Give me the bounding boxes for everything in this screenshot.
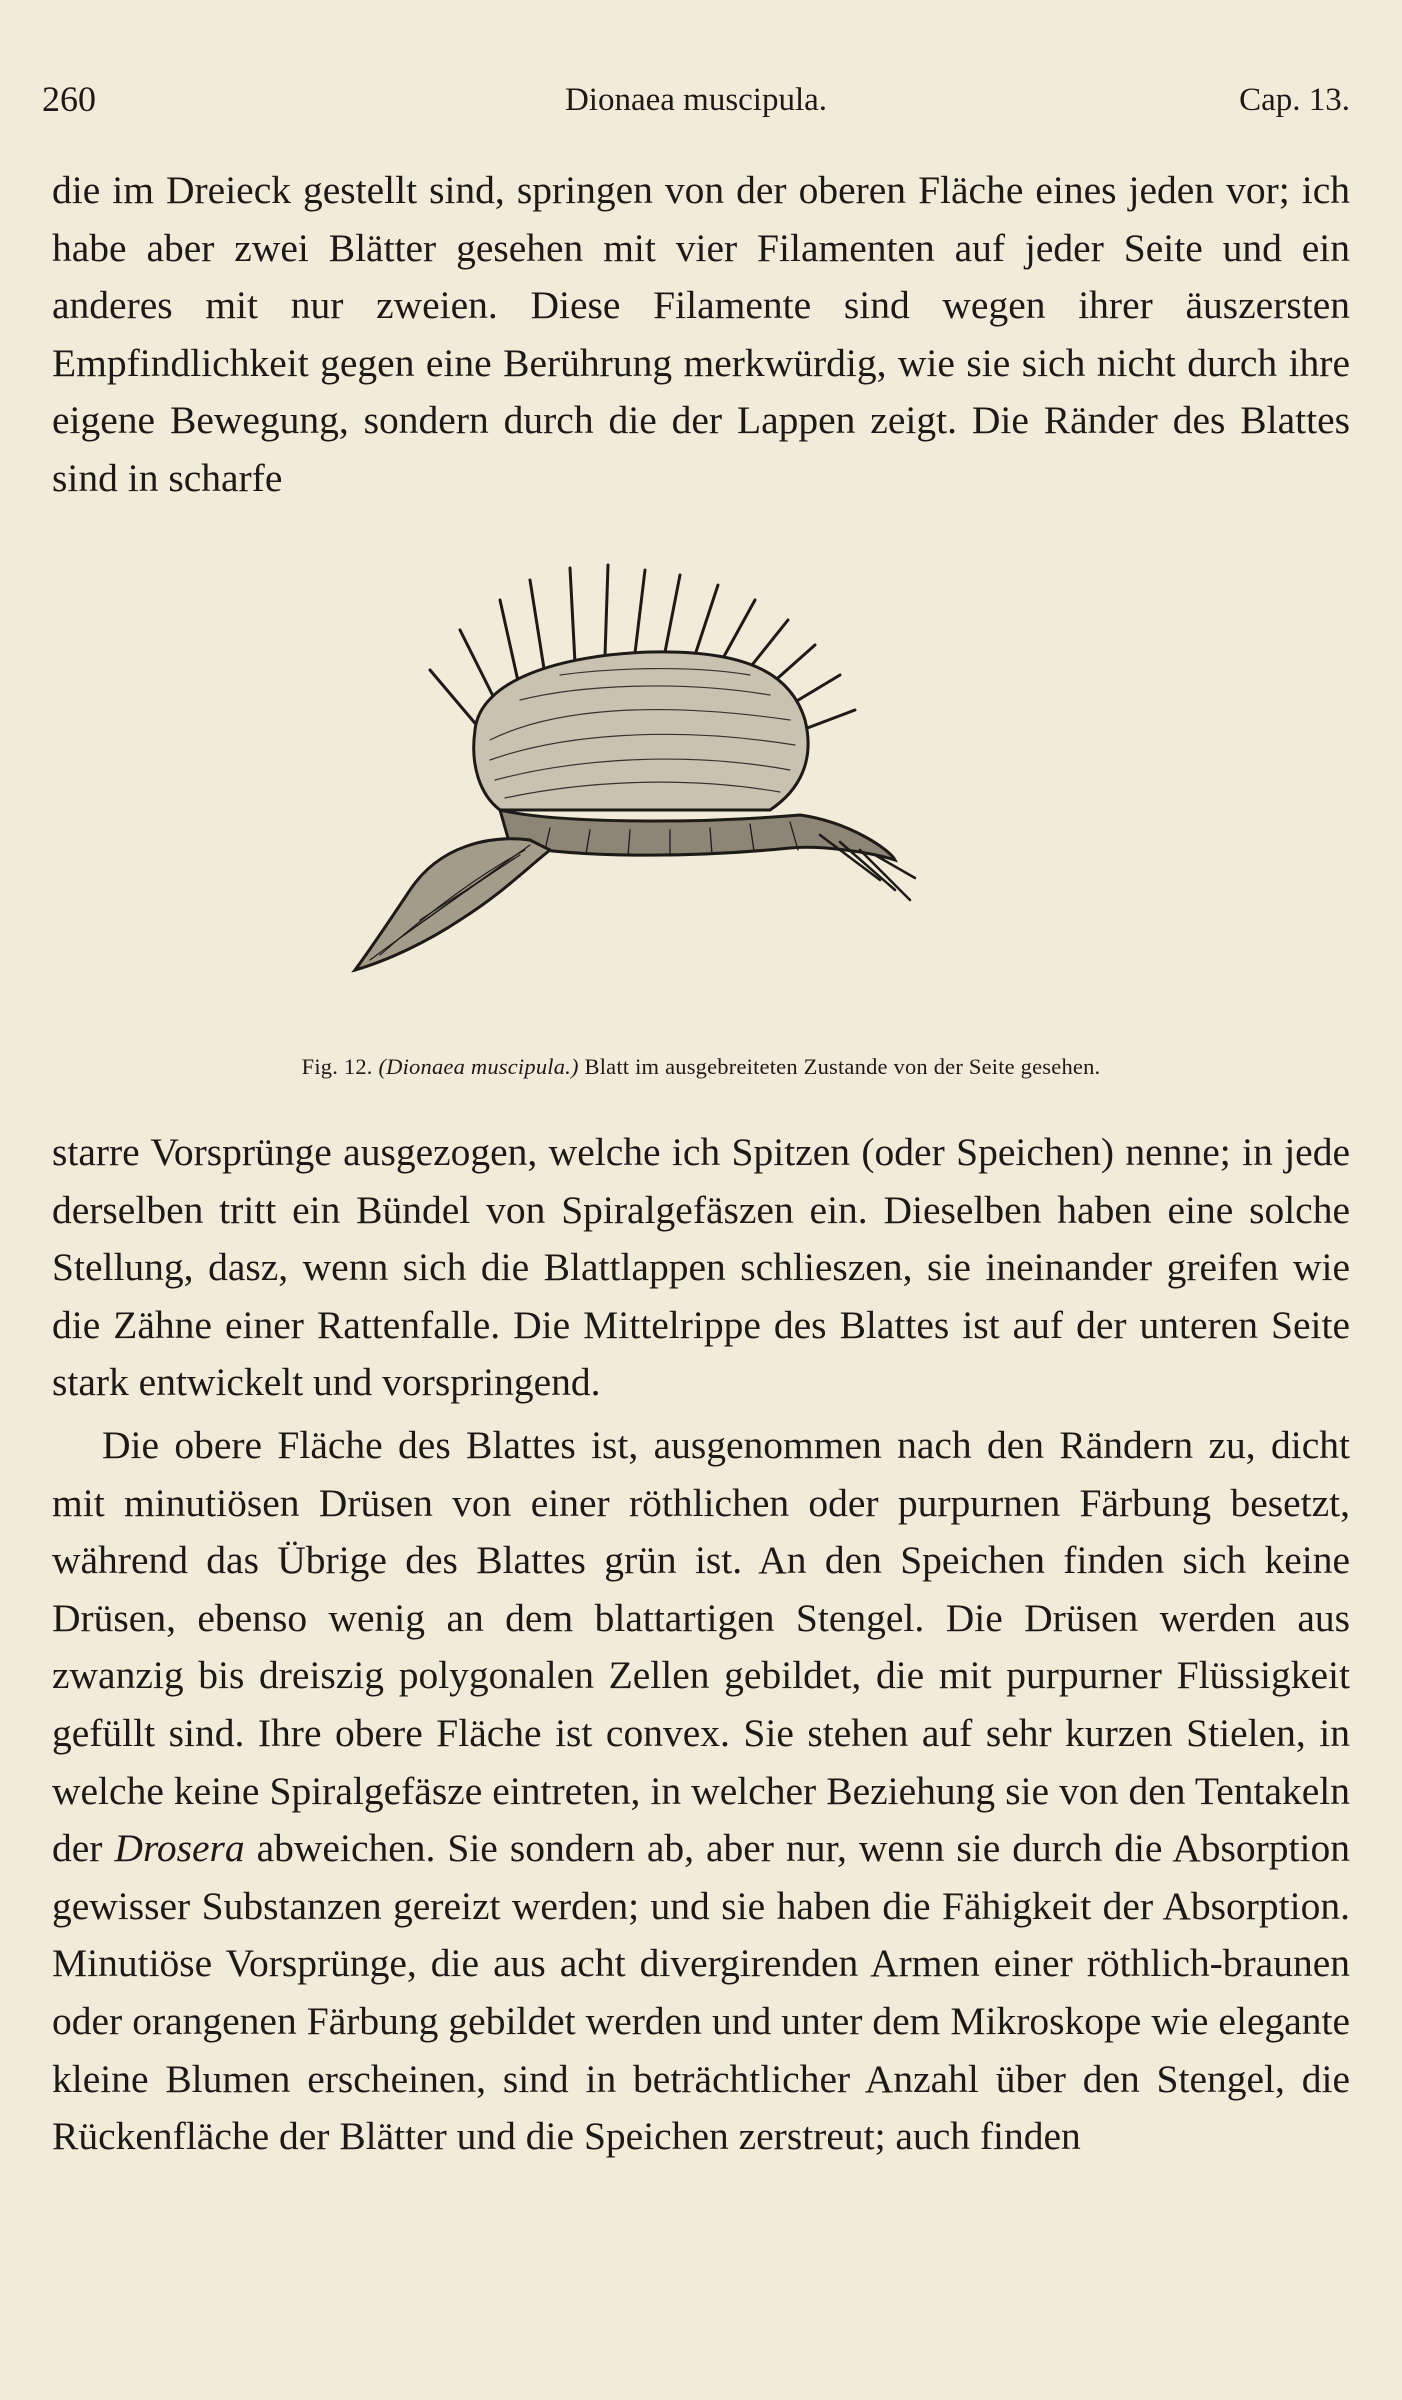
figure-12 xyxy=(350,560,1050,1035)
leaf-spike xyxy=(802,710,855,730)
paragraph-second xyxy=(52,1417,1350,2166)
leaf-spike xyxy=(635,570,645,653)
venus-flytrap-leaf-illustration-icon xyxy=(350,560,1050,1035)
paragraph-continued: starre Vorsprünge ausgezogen, welche ich Spitzen (oder Speichen) nenne; in jede derselben tritt ein Bündel von Spiralgefäszen ein. Dieselben haben eine solche Stellung, dasz, wenn sich die Blattlappen schlieszen, sie ineinander greifen wie die Zähne einer Rattenfalle. Die Mittelrippe des Blattes ist auf der unteren Seite stark entwickelt und vorspringend. xyxy=(52,1130,1350,1405)
figure-caption xyxy=(52,1054,1350,1080)
leaf-spike xyxy=(605,565,608,656)
leaf-spike xyxy=(722,600,755,660)
text-block-top xyxy=(52,162,1350,508)
page-number: 260 xyxy=(42,79,96,119)
caption-label: Fig. 12. xyxy=(301,1054,373,1079)
leaf-spike xyxy=(570,568,575,663)
running-title: Dionaea muscipula. xyxy=(564,82,828,118)
caption-text: Blatt im ausgebreiteten Zustande von der Seite gesehen. xyxy=(584,1054,1101,1079)
caption-species: (Dionaea muscipula.) xyxy=(378,1054,579,1079)
running-header xyxy=(42,78,1350,128)
paragraph-top: die im Dreieck gestellt sind, springen von der oberen Fläche eines jeden vor; ich habe aber zwei Blätter gesehen mit vier Filamenten auf jeder Seite und ein anderes mit nur zweien. Diese Filamente sind wegen ihrer äuszersten Empfindlichkeit gegen eine Berührung merkwürdig, wie sie sich nicht durch ihre eigene Bewegung, sondern durch die der Lappen zeigt. Die Ränder des Blattes sind in scharfe xyxy=(52,168,1350,500)
paragraph-second-part-2: abweichen. Sie sondern ab, aber nur, wenn sie durch die Absorption gewisser Substanzen gereizt werden; und sie haben die Fähigkeit der Absorption. Minutiöse Vorsprünge, die aus acht divergirenden Armen einer röthlich-braunen oder orangenen Färbung gebildet werden und unter dem Mikroskope wie elegante kleine Blumen erscheinen, sind in beträchtlicher Anzahl über den Stengel, die Rückenfläche der Blätter und die Speichen zerstreut; auch finden xyxy=(52,1826,1350,2159)
leaf-spike xyxy=(530,580,545,675)
leaf-spike xyxy=(695,585,718,655)
chapter-label: Cap. 13. xyxy=(1239,82,1350,118)
text-block-bottom xyxy=(52,1124,1350,2166)
leaf-spike xyxy=(748,620,788,670)
leaf-spike xyxy=(665,575,680,652)
species-name-drosera: Drosera xyxy=(114,1826,245,1871)
paragraph-second-part-1: Die obere Fläche des Blattes ist, ausgenommen nach den Rändern zu, dicht mit minutiösen Drüsen von einer röthlichen oder purpurnen Färbung besetzt, während das Übrige des Blattes grün ist. An den Speichen finden sich keine Drüsen, ebenso wenig an dem blattartigen Stengel. Die Drüsen werden aus zwanzig bis dreiszig polygonalen Zellen gebildet, die mit purpurner Flüssigkeit gefüllt sind. Ihre obere Fläche ist convex. Sie stehen auf sehr kurzen Stielen, in welche keine Spiralgefäsze eintreten, in welcher Beziehung sie von den Tentakeln der xyxy=(52,1422,1350,1871)
leaf-spike xyxy=(500,600,520,690)
